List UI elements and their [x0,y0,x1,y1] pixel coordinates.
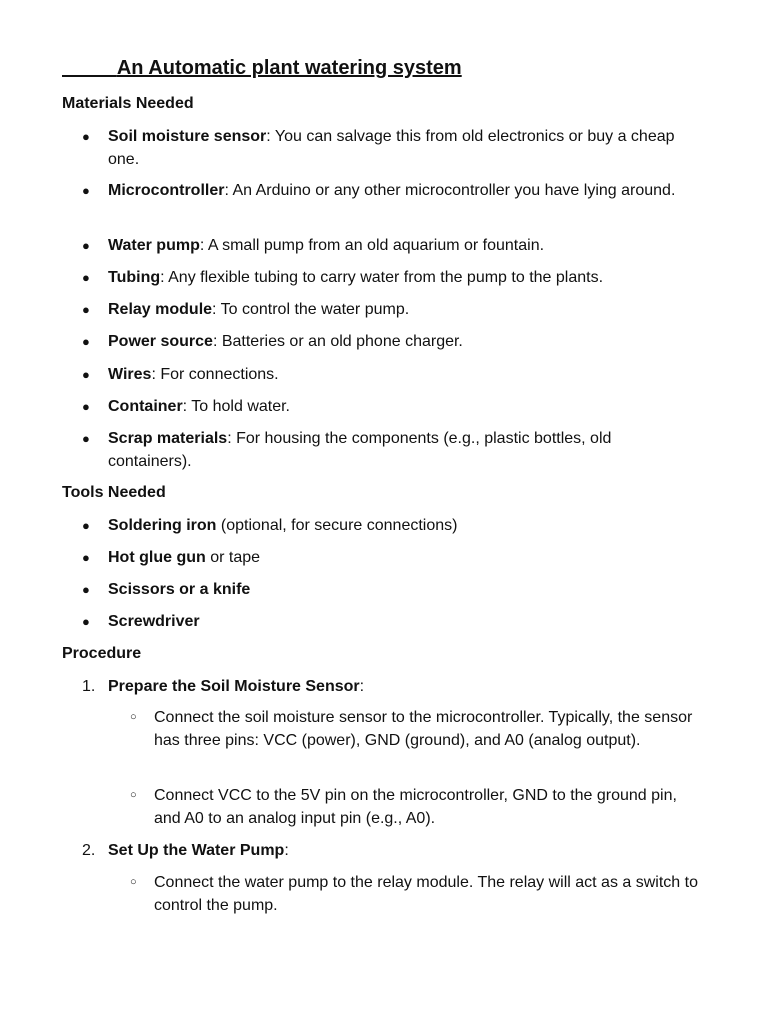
bullet-marker: ● [82,614,90,629]
bullet-marker: ● [82,367,90,382]
sub-bullet-marker: ○ [130,876,137,888]
materials-item [82,363,698,386]
title-indent [62,57,117,79]
item-term: Soldering iron [108,517,217,534]
materials-item [82,266,698,289]
item-text: : For connections. [151,366,279,383]
step-number: 1. [82,678,96,695]
item-term: Relay module [108,301,213,318]
materials-item [82,179,698,202]
item-text: or tape [205,549,261,566]
item-text: : An Arduino or any other microcontroller you have lying around. [224,182,676,199]
bullet-marker: ● [82,399,90,414]
tools-item [82,546,698,569]
bullet-marker: ● [82,238,90,253]
item-term: Container [108,398,183,415]
procedure-substep [130,706,702,752]
bullet-marker: ● [82,582,90,597]
document-title [62,56,462,80]
bullet-marker: ● [82,518,90,533]
bullet-marker: ● [82,270,90,285]
materials-item [82,234,698,257]
item-text: (optional, for secure connections) [216,517,458,534]
item-term: Wires [108,366,152,383]
bullet-marker: ● [82,334,90,349]
materials-item [82,395,698,418]
procedure-substep [130,784,702,830]
item-term: Scissors or a knife [108,581,251,598]
procedure-heading: Procedure [62,645,142,662]
substep-text: Connect VCC to the 5V pin on the microcontroller, GND to the ground pin, and A0 to an analog input pin (e.g., A0). [154,787,677,827]
materials-heading: Materials Needed [62,95,194,112]
materials-item [82,330,698,353]
materials-item [82,427,698,473]
tools-item [82,578,698,601]
step-term: Set Up the Water Pump [108,842,285,859]
item-text: : A small pump from an old aquarium or fountain. [199,237,545,254]
tools-item [82,514,698,537]
bullet-marker: ● [82,431,90,446]
item-term: Screwdriver [108,613,200,630]
tools-item [82,610,698,633]
item-text: : Any flexible tubing to carry water from the pump to the plants. [160,269,604,286]
item-term: Water pump [108,237,200,254]
step-term: Prepare the Soil Moisture Sensor [108,678,360,695]
sub-bullet-marker: ○ [130,711,137,723]
step-number: 2. [82,842,96,859]
substep-text: Connect the soil moisture sensor to the microcontroller. Typically, the sensor has three pins: VCC (power), GND (ground), and A0 (analog output). [154,709,693,749]
item-text: : To hold water. [182,398,290,415]
item-term: Power source [108,333,213,350]
item-term: Scrap materials [108,430,228,447]
item-text: : To control the water pump. [212,301,410,318]
procedure-substep [130,871,702,917]
bullet-marker: ● [82,550,90,565]
step-text: : [284,842,289,859]
item-text: : For housing the components (e.g., plastic bottles, old containers). [108,430,612,470]
bullet-marker: ● [82,129,90,144]
sub-bullet-marker: ○ [130,789,137,801]
item-text: : You can salvage this from old electronics or buy a cheap one. [108,128,675,168]
materials-item [82,125,698,171]
procedure-step [82,675,698,698]
substep-text: Connect the water pump to the relay module. The relay will act as a switch to control the pump. [154,874,698,914]
item-term: Microcontroller [108,182,225,199]
materials-item [82,298,698,321]
item-term: Hot glue gun [108,549,206,566]
bullet-marker: ● [82,183,90,198]
item-term: Tubing [108,269,161,286]
procedure-step [82,839,698,862]
item-text: : Batteries or an old phone charger. [212,333,463,350]
bullet-marker: ● [82,302,90,317]
tools-heading: Tools Needed [62,484,166,501]
item-term: Soil moisture sensor [108,128,267,145]
title-text: An Automatic plant watering system [116,57,462,79]
step-text: : [359,678,365,695]
